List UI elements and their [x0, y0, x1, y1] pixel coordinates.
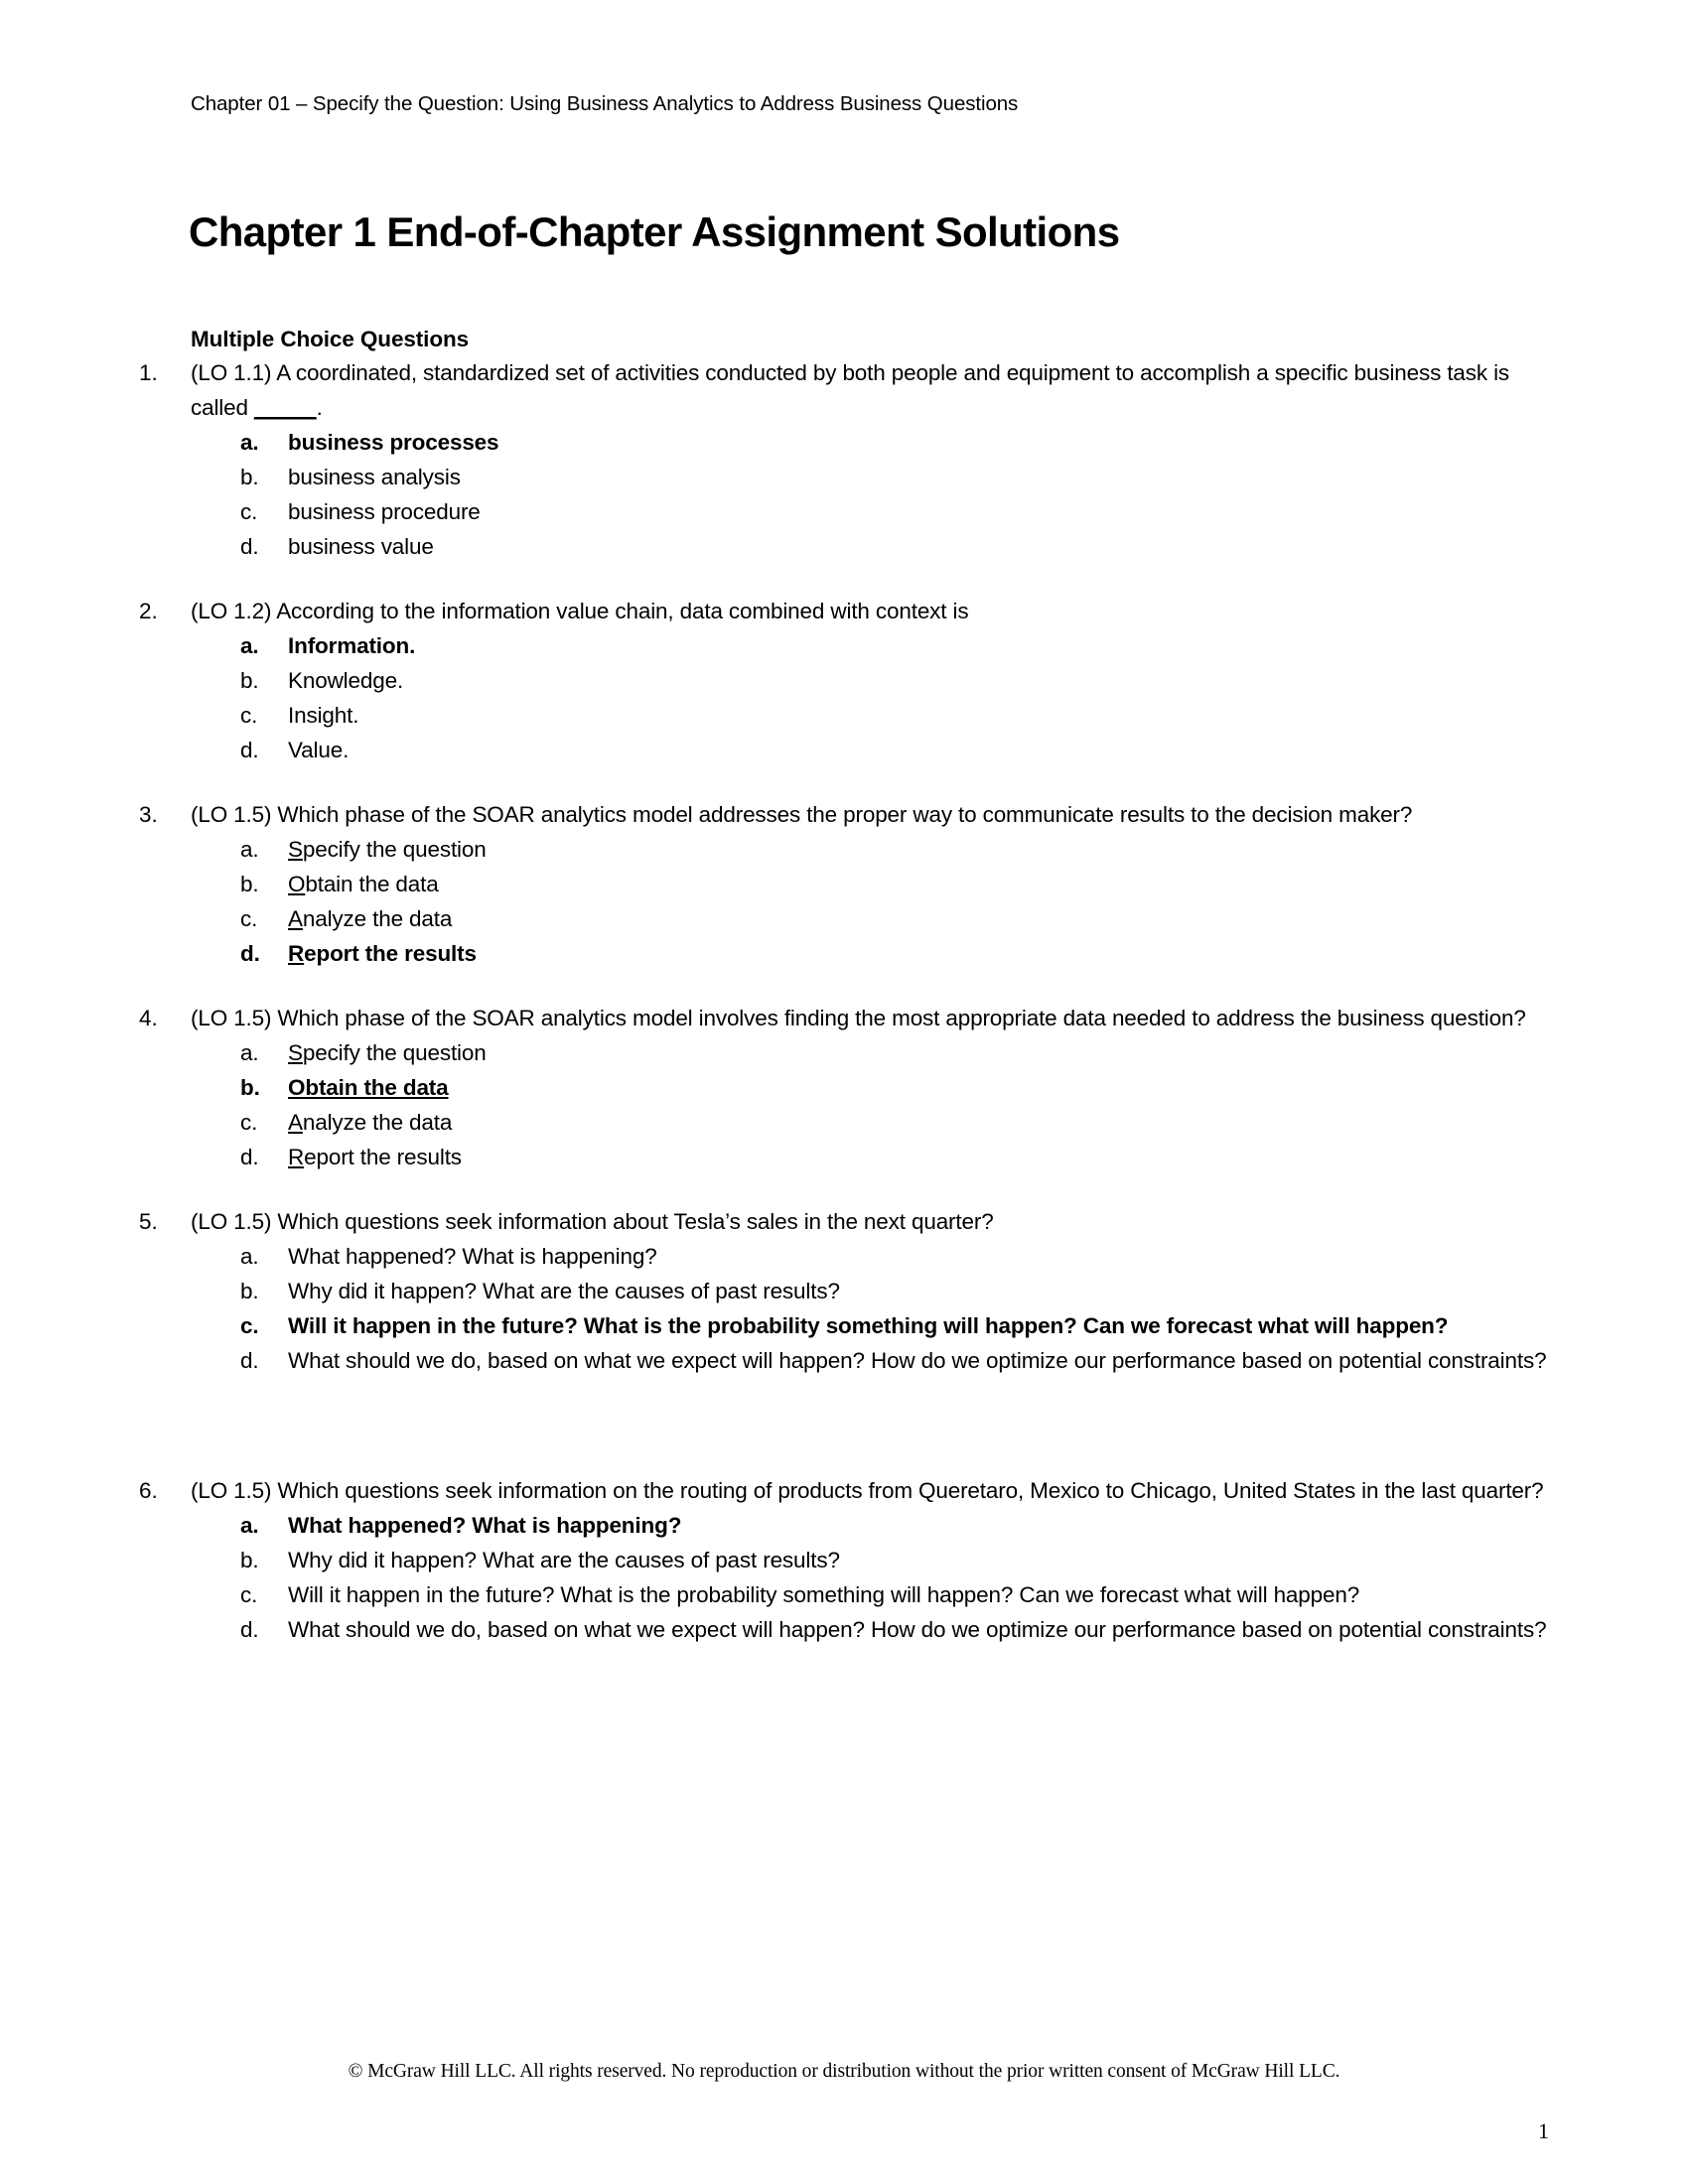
- option-letter: d.: [240, 1348, 259, 1373]
- option-text-lead: A: [288, 1110, 303, 1135]
- option-text-rest: pecify the question: [302, 837, 487, 862]
- option-text: What should we do, based on what we expect will happen? How do we optimize our performance based on potential constraints?: [288, 1348, 1547, 1373]
- option-item[interactable]: [0, 1308, 1688, 1343]
- option-text: What should we do, based on what we expect will happen? How do we optimize our performance based on potential constraints?: [288, 1617, 1547, 1642]
- option-text-rest: nalyze the data: [302, 906, 453, 931]
- question-number: 1.: [139, 360, 158, 385]
- option-text-rest: btain the data: [305, 872, 439, 896]
- option-item[interactable]: [0, 1508, 1688, 1543]
- option-letter: d.: [240, 941, 260, 966]
- option-letter: d.: [240, 1617, 259, 1642]
- option-item[interactable]: [0, 1274, 1688, 1308]
- question-number: 5.: [139, 1209, 158, 1234]
- option-text: [288, 872, 439, 896]
- option-list: [0, 1239, 1688, 1378]
- option-text: Will it happen in the future? What is the probability something will happen? Can we forecast what will happen?: [288, 1582, 1360, 1607]
- option-letter: c.: [240, 1313, 259, 1338]
- option-text: What happened? What is happening?: [288, 1513, 682, 1538]
- option-item[interactable]: [0, 1343, 1688, 1378]
- option-letter: d.: [240, 738, 259, 762]
- option-item[interactable]: [0, 1577, 1688, 1612]
- option-item[interactable]: [0, 1543, 1688, 1577]
- option-item[interactable]: [0, 733, 1688, 767]
- option-list: [0, 628, 1688, 767]
- section-heading-multiple-choice: Multiple Choice Questions: [191, 326, 470, 351]
- question-text: (LO 1.5) Which questions seek information about Tesla’s sales in the next quarter?: [191, 1209, 994, 1234]
- option-list: [0, 832, 1688, 971]
- option-letter: d.: [240, 534, 259, 559]
- option-letter: b.: [240, 872, 259, 896]
- option-item[interactable]: [0, 529, 1688, 564]
- question-item: [0, 1473, 1688, 1647]
- option-text: [288, 837, 487, 862]
- option-item[interactable]: [0, 663, 1688, 698]
- option-text: [288, 941, 477, 966]
- question-text: (LO 1.5) Which questions seek information on the routing of products from Queretaro, Mexico to Chicago, United States in the last quarter?: [191, 1478, 1544, 1503]
- question-number: 2.: [139, 599, 158, 623]
- option-text: Information.: [288, 633, 416, 658]
- question-head: [0, 1473, 1688, 1508]
- option-letter: c.: [240, 703, 258, 728]
- option-text: Value.: [288, 738, 350, 762]
- option-text: [288, 1110, 452, 1135]
- option-text: business analysis: [288, 465, 461, 489]
- option-letter: d.: [240, 1145, 259, 1169]
- option-item[interactable]: [0, 460, 1688, 494]
- option-text-rest: eport the results: [304, 1145, 462, 1169]
- option-text: [288, 1040, 487, 1065]
- option-text: Why did it happen? What are the causes of past results?: [288, 1279, 840, 1303]
- question-head: [0, 1001, 1688, 1035]
- option-letter: b.: [240, 1279, 259, 1303]
- option-list: [0, 1508, 1688, 1647]
- question-item: [0, 355, 1688, 564]
- option-letter: c.: [240, 1582, 258, 1607]
- option-letter: b.: [240, 668, 259, 693]
- question-text: (LO 1.5) Which phase of the SOAR analytics model addresses the proper way to communicate results to the decision maker?: [191, 802, 1413, 827]
- option-list: [0, 1035, 1688, 1174]
- option-text: business value: [288, 534, 434, 559]
- option-letter: b.: [240, 1075, 260, 1100]
- option-letter: a.: [240, 1513, 259, 1538]
- option-text-lead: A: [288, 906, 303, 931]
- option-letter: a.: [240, 430, 259, 455]
- question-head: [0, 355, 1688, 425]
- option-text: What happened? What is happening?: [288, 1244, 657, 1269]
- option-text: Insight.: [288, 703, 359, 728]
- question-head: [0, 797, 1688, 832]
- option-text-lead: S: [288, 837, 303, 862]
- question-text: [191, 360, 1509, 420]
- option-item[interactable]: [0, 425, 1688, 460]
- option-text: business procedure: [288, 499, 481, 524]
- question-item: [0, 594, 1688, 767]
- option-text: Obtain the data: [288, 1075, 449, 1100]
- question-number: 6.: [139, 1478, 158, 1503]
- question-item: [0, 1204, 1688, 1378]
- question-item: [0, 797, 1688, 971]
- option-item[interactable]: [0, 867, 1688, 901]
- option-text: business processes: [288, 430, 499, 455]
- option-text-lead: S: [288, 1040, 303, 1065]
- question-blank: _____: [254, 395, 317, 420]
- option-item[interactable]: [0, 901, 1688, 936]
- option-letter: c.: [240, 906, 258, 931]
- question-text: (LO 1.5) Which phase of the SOAR analytics model involves finding the most appropriate data needed to address the business question?: [191, 1006, 1526, 1030]
- page-number: 1: [1538, 2118, 1549, 2143]
- option-text: Why did it happen? What are the causes of past results?: [288, 1548, 840, 1572]
- option-item[interactable]: [0, 1140, 1688, 1174]
- option-item[interactable]: [0, 832, 1688, 867]
- option-letter: a.: [240, 633, 259, 658]
- option-text: Knowledge.: [288, 668, 404, 693]
- option-item[interactable]: [0, 698, 1688, 733]
- page-title: Chapter 1 End-of-Chapter Assignment Solutions: [189, 208, 1120, 256]
- option-item[interactable]: [0, 1035, 1688, 1070]
- option-letter: b.: [240, 465, 259, 489]
- option-text: [288, 1145, 462, 1169]
- option-text-lead: R: [288, 1145, 305, 1169]
- option-text-lead: R: [288, 941, 305, 966]
- option-letter: a.: [240, 1040, 259, 1065]
- question-number: 4.: [139, 1006, 158, 1030]
- option-text-rest: pecify the question: [302, 1040, 487, 1065]
- question-text-part: (LO 1.1) A coordinated, standardized set of activities conducted by both people and equipment to accomplish a specific business task is called: [191, 360, 1510, 420]
- question-text-part: .: [316, 395, 323, 420]
- option-text: [288, 906, 452, 931]
- option-text-rest: nalyze the data: [302, 1110, 453, 1135]
- footer-copyright: © McGraw Hill LLC. All rights reserved. No reproduction or distribution without the prior written consent of McGraw Hill LLC.: [348, 2061, 1340, 2082]
- option-item[interactable]: [0, 628, 1688, 663]
- question-text: (LO 1.2) According to the information value chain, data combined with context is: [191, 599, 969, 623]
- option-letter: a.: [240, 1244, 259, 1269]
- option-letter: a.: [240, 837, 259, 862]
- option-text: Will it happen in the future? What is the probability something will happen? Can we forecast what will happen?: [288, 1313, 1449, 1338]
- option-item[interactable]: [0, 494, 1688, 529]
- option-item[interactable]: [0, 1070, 1688, 1105]
- option-letter: b.: [240, 1548, 259, 1572]
- option-letter: c.: [240, 1110, 258, 1135]
- question-item: [0, 1001, 1688, 1174]
- option-item[interactable]: [0, 1105, 1688, 1140]
- question-head: [0, 594, 1688, 628]
- option-item[interactable]: [0, 936, 1688, 971]
- option-text-lead: O: [288, 872, 306, 896]
- question-list: [0, 355, 1688, 1677]
- question-head: [0, 1204, 1688, 1239]
- option-item[interactable]: [0, 1612, 1688, 1647]
- question-number: 3.: [139, 802, 158, 827]
- option-list: [0, 425, 1688, 564]
- option-letter: c.: [240, 499, 258, 524]
- running-header: Chapter 01 – Specify the Question: Using Business Analytics to Address Business Questions: [191, 92, 1019, 115]
- option-text-rest: eport the results: [304, 941, 477, 966]
- option-item[interactable]: [0, 1239, 1688, 1274]
